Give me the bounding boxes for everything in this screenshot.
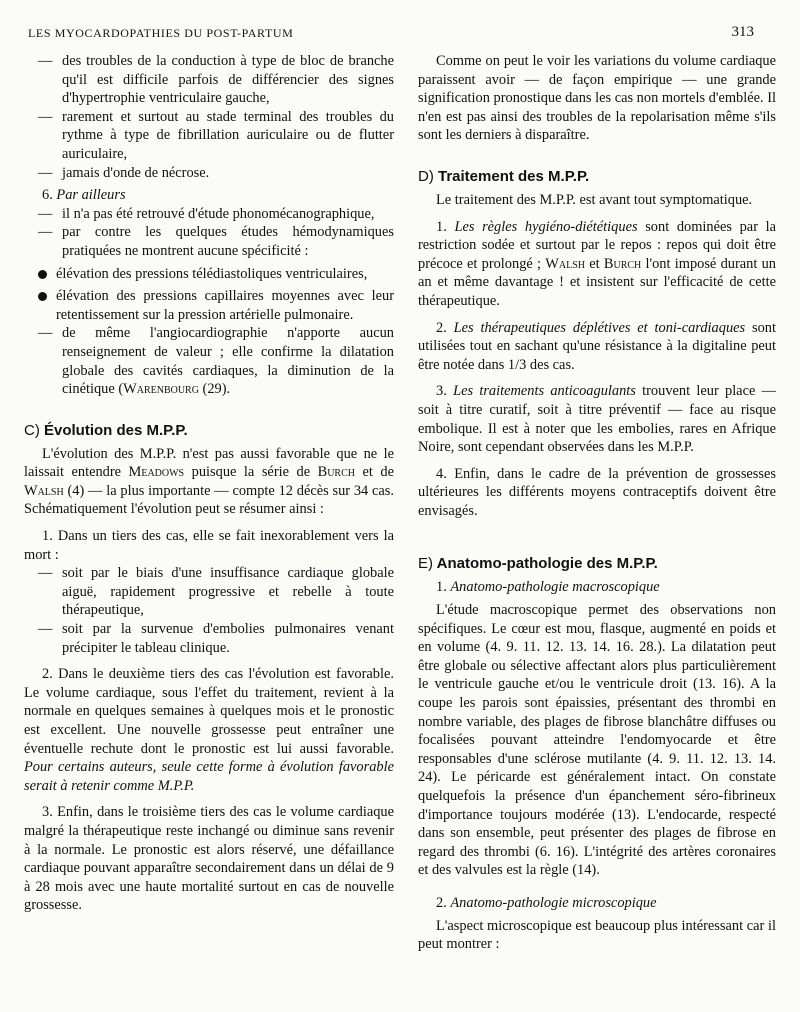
author-name: Walsh [24,482,64,499]
text: L'évolution des M.P.P. n'est pas aussi favorable que ne le laissait entendre [24,445,394,481]
text: 3. [436,383,454,400]
text: 2. Dans le deuxième tiers des cas l'évolution est favorable. Le volume cardiaque, sous l'effet du traitement, revient à la normale en quelques semaines à quelques mois et le pronostic est excellent. Une nouvelle grossesse peut entraîner une éventuelle rechute dont le pronostic est lui aussi favorable. [24,666,394,757]
author-name: Burch [317,464,355,481]
paragraph: 1. Dans un tiers des cas, elle se fait inexorablement vers la mort : [24,528,394,563]
list-item: — des troubles de la conduction à type de bloc de branche qu'il est difficile parfois de différencier des signes d'hypertrophie ventriculaire gauche, [24,52,394,108]
italic-text: Pour certains auteurs, seule cette forme à évolution favorable serait à retenir comme M.P.P. [24,759,394,794]
section-e-heading [418,554,776,574]
author-name: Walsh [545,255,585,272]
text: et de [355,464,395,481]
paragraph [418,218,776,311]
section-title: Traitement des M.P.P. [438,167,590,185]
section-letter: C) [24,421,40,439]
list-item: — soit par le biais d'une insuffisance cardiaque globale aiguë, rapidement progressive et rebelle à toute thérapeutique, [24,564,394,620]
subsection-title: Anatomo-pathologie microscopique [450,894,657,911]
text: de même l'angiocardiographie n'apporte aucun renseignement de valeur ; elle confirme la dilatation globale des cavités cardiaques, la diminution de la cinétique ( [62,325,394,398]
text: 1. [436,218,455,235]
author-name: Warenbourg [123,381,199,398]
text: (4) — la plus importante — compte 12 décès sur 34 cas. Schématiquement l'évolution peut se résumer ainsi : [24,482,394,518]
text: 1. [436,579,451,596]
section-title: Évolution des M.P.P. [44,421,188,439]
subsection-heading [418,578,776,597]
paragraph: 4. Enfin, dans le cadre de la prévention de grossesses ultérieures les différents moyens contraceptifs doivent être envisagés. [418,465,776,519]
paragraph: 3. Enfin, dans le troisième tiers des cas le volume cardiaque malgré la thérapeutique reste inchangé ou diminue sans revenir à la normale. Le pronostic est alors réservé, une défaillance cardiaque pouvant apparaître secondairement dans un délai de 9 à 28 mois avec une haute mortalité surtout en cas de nouvelle grossesse. [24,804,394,914]
section-letter: E) [418,555,433,573]
item-6-number: 6. [42,187,53,204]
paragraph: Le traitement des M.P.P. est avant tout symptomatique. [436,191,753,208]
text: sont utilisées tout en sachant qu'une résistance à la digitaline peut être notée dans 1/3 des cas. [418,319,776,373]
list-item: — par contre les quelques études hémodynamiques pratiquées ne montrent aucune spécificité : [24,223,394,260]
text: sont dominées par la restriction sodée et surtout par le repos : repos qui doit être précoce et prolongé ; [418,218,777,272]
italic-text: Les thérapeutiques déplétives et toni-cardiaques [453,319,746,336]
text: et [584,255,604,272]
section-d-heading [418,167,776,187]
text: (29). [198,381,231,398]
author-name: Burch [603,255,642,272]
left-column [24,52,394,915]
running-title: LES MYOCARDOPATHIES DU POST-PARTUM [28,26,294,40]
subsection-title: Anatomo-pathologie macroscopique [450,579,660,596]
list-item: — jamais d'onde de nécrose. [24,164,394,183]
text: trouvent leur place — soit à titre curatif, soit à titre préventif — face au risque embolique. Il est à noter que les embolies, rares en Afrique Noire, sont cependant observées dans les M.P.P. [418,383,777,456]
author-name: Meadows [128,464,185,481]
bullet-item: élévation des pressions capillaires moyennes avec leur retentissement sur la pression artérielle pulmonaire. [24,287,394,324]
paragraph [24,665,394,795]
text: l'ont imposé durant un an et même davantage ! et insistent sur l'efficacité de cette thérapeutique. [418,255,776,309]
list-item: — soit par la survenue d'embolies pulmonaires venant précipiter le tableau clinique. [24,620,394,657]
paragraph: L'étude macroscopique permet des observations non spécifiques. Le cœur est mou, flasque, augmenté en poids et en volume (4. 9. 11. 12. 13. 14. 16. 28.). La dilatation peut être globale ou sélective affectant alors plus particulièrement le ventricule gauche et/ou le ventricule droit (13. 16). A la coupe les parois sont épaissies, présentant des thrombi en nombre variable, des plages de fibrose blanchâtre diffuses ou focalisées pouvant atteindre l'endomyocarde et être responsables d'une sclérose mutilante (4. 9. 11. 12. 13. 14. 24). Le péricarde est généralement intact. On constate quelquefois la présence d'un épanchement séro-fibrineux d'importance toujours modérée (13). L'endocarde, respecté dans son ensemble, peut présenter des plages de fibrose en regard des thrombi (6. 16). L'intégrité des artères coronaires et des valvules est la règle (14). [418,602,776,879]
subsection-heading [418,894,776,913]
list-item: — il n'a pas été retrouvé d'étude phonomécanographique, [24,205,394,224]
text: puisque la série de [184,464,318,481]
section-title: Anatomo-pathologie des M.P.P. [436,555,658,573]
paragraph [24,445,394,519]
right-column [418,52,776,954]
paragraph [418,319,776,375]
text: 2. [436,894,451,911]
list-item [24,324,394,398]
paragraph: Comme on peut le voir les variations du volume cardiaque paraissent avoir — de façon empirique — une grande signification pronostique dans les cas non mortels d'emblée. Il n'en est pas ainsi des troubles de la repolarisation même s'ils sont les derniers à disparaître. [418,53,776,144]
item-6-heading [24,186,394,205]
section-c-heading [24,421,394,441]
italic-text: Les règles hygiéno-diététiques [454,218,638,235]
bullet-item: élévation des pressions télédiastoliques ventriculaires, [24,265,394,284]
text: 2. [436,319,454,336]
paragraph [418,382,776,456]
section-letter: D) [418,167,434,185]
paragraph: L'aspect microscopique est beaucoup plus intéressant car il peut montrer : [418,917,776,953]
italic-text: Les traitements anticoagulants [453,383,636,400]
item-6-title: Par ailleurs [56,187,126,204]
list-item: — rarement et surtout au stade terminal des troubles du rythme à type de fibrillation auriculaire ou de flutter auriculaire, [24,108,394,164]
page-number: 313 [731,24,754,40]
